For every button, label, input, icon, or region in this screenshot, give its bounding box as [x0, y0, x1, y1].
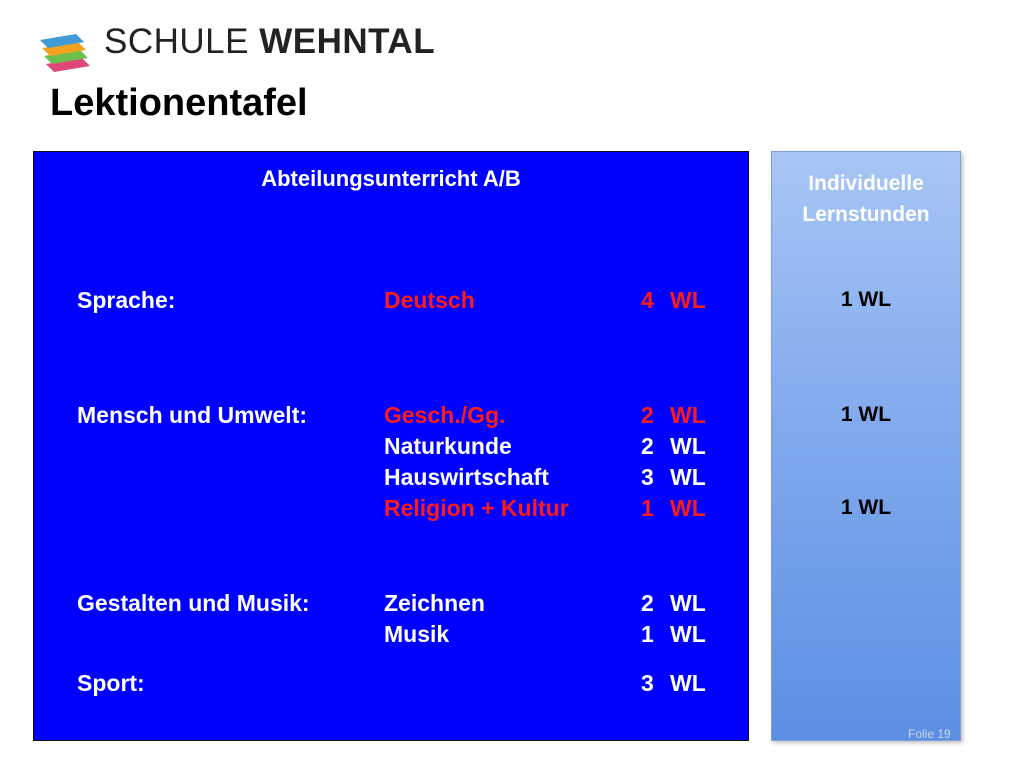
side-lesson-value: 1 WL: [840, 496, 892, 519]
lesson-count: 3: [641, 670, 654, 696]
lesson-unit: WL: [670, 402, 706, 428]
subject-label: Gesch./Gg.: [384, 402, 506, 428]
lesson-unit: WL: [670, 495, 706, 521]
category-label: Gestalten und Musik:: [77, 590, 310, 616]
subject-label: Musik: [384, 621, 450, 647]
page-title: Lektionentafel: [50, 82, 308, 124]
logo-text-light: SCHULE: [104, 22, 260, 61]
lesson-count: 1: [641, 621, 654, 647]
individual-study-panel: [771, 151, 961, 741]
subject-label: Hauswirtschaft: [384, 464, 549, 490]
side-title-line1: Individuelle: [808, 172, 924, 195]
panel-title: Abteilungsunterricht A/B: [261, 166, 521, 191]
lesson-unit: WL: [670, 433, 706, 459]
subject-label: Deutsch: [384, 287, 475, 313]
side-lesson-value: 1 WL: [840, 288, 892, 311]
lesson-count: 2: [641, 433, 654, 459]
lesson-unit: WL: [670, 670, 706, 696]
lesson-count: 2: [641, 402, 654, 428]
school-logo-icon: [40, 28, 92, 78]
main-panel: [33, 151, 749, 741]
category-label: Mensch und Umwelt:: [77, 402, 308, 428]
category-label: Sport:: [77, 670, 145, 696]
lesson-count: 4: [641, 287, 654, 313]
lesson-count: 3: [641, 464, 654, 490]
school-logo-text: [104, 22, 435, 62]
side-lesson-value: 1 WL: [840, 403, 892, 426]
side-title-line2: Lernstunden: [802, 203, 930, 226]
lesson-unit: WL: [670, 464, 706, 490]
lesson-count: 2: [641, 590, 654, 616]
lesson-unit: WL: [670, 621, 706, 647]
subject-label: Naturkunde: [384, 433, 512, 459]
subject-label: Zeichnen: [384, 590, 485, 616]
lesson-unit: WL: [670, 287, 706, 313]
logo-text-bold: WEHNTAL: [259, 22, 436, 61]
lesson-count: 1: [641, 495, 654, 521]
side-panel-title: [772, 168, 960, 230]
lesson-unit: WL: [670, 590, 706, 616]
subject-label: Religion + Kultur: [384, 495, 569, 521]
category-label: Sprache:: [77, 287, 176, 313]
slide-number: Folie 19: [908, 727, 951, 741]
